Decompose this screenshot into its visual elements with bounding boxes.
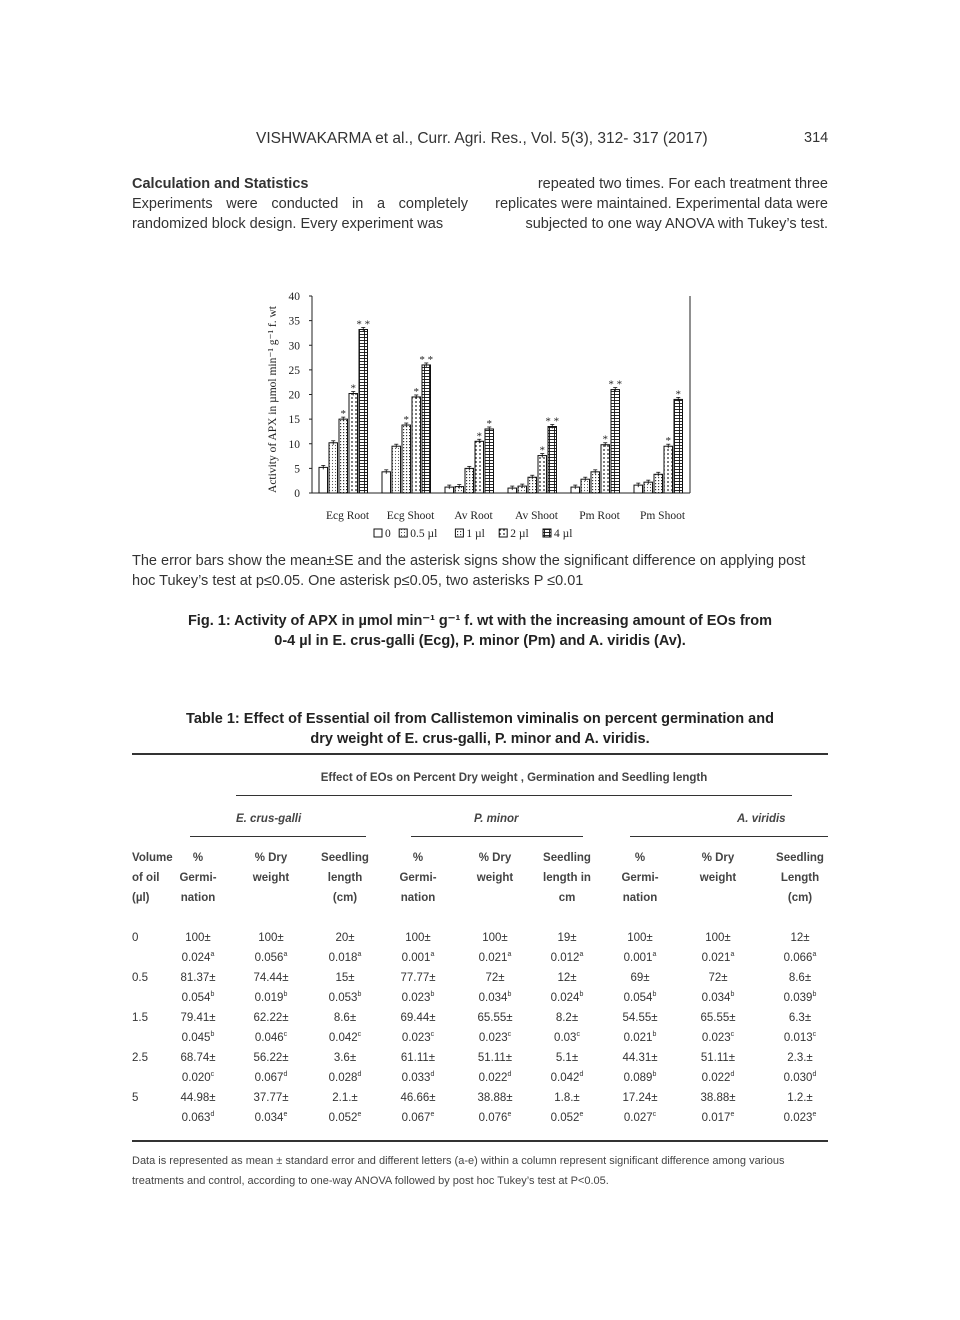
significance-asterisk: *	[539, 444, 545, 457]
se-value: 0.023	[401, 992, 431, 1004]
col-header-cell: Germi-	[399, 872, 437, 884]
col-header-cell: nation	[400, 892, 436, 904]
significance-letter: b	[283, 991, 288, 999]
se-value: 0.023	[478, 1032, 508, 1044]
se-value: 0.063	[181, 1112, 211, 1124]
mean-cell: 100±	[405, 932, 431, 944]
mean-cell: 38.88±	[477, 1092, 513, 1104]
se-value: 0.023	[401, 1032, 431, 1044]
se-value: 0.066	[783, 952, 813, 964]
legend-label: 2 µl	[510, 528, 529, 540]
mean-cell: 100±	[705, 932, 731, 944]
body-paragraph-left: Experiments were conducted in a completely randomized block design. Every experiment was	[132, 196, 468, 232]
mean-cell: 77.77±	[400, 972, 436, 984]
col-header-cell: % Dry	[701, 852, 735, 864]
se-value: 0.019	[254, 992, 284, 1004]
x-category-label: Pm Shoot	[639, 510, 686, 522]
se-value: 0.067	[254, 1072, 284, 1084]
col-header-cell: (µl)	[132, 892, 150, 904]
mean-cell: 61.11±	[400, 1052, 436, 1064]
se-cell	[750, 1072, 850, 1084]
significance-asterisk: * *	[545, 415, 560, 428]
se-value: 0.030	[783, 1072, 813, 1084]
mean-cell: 68.74±	[180, 1052, 216, 1064]
mean-cell: 15±	[335, 972, 355, 984]
y-tick-label: 15	[288, 414, 300, 427]
mean-cell: 8.6±	[788, 972, 812, 984]
y-tick-label: 10	[288, 438, 300, 451]
col-header-cell: Volume	[132, 852, 173, 864]
significance-letter: b	[507, 991, 512, 999]
mean-cell: 12±	[557, 972, 577, 984]
col-header-cell: weight	[252, 872, 290, 884]
significance-letter: b	[812, 991, 817, 999]
y-tick-label: 30	[288, 340, 300, 353]
significance-letter: a	[357, 951, 362, 959]
mean-cell: 19±	[557, 932, 577, 944]
se-cell	[750, 1032, 850, 1044]
se-value: 0.046	[254, 1032, 284, 1044]
species-header-av: A. viridis	[737, 813, 786, 825]
mean-cell: 46.66±	[400, 1092, 436, 1104]
volume-cell: 5	[132, 1092, 139, 1104]
se-value: 0.039	[783, 992, 813, 1004]
significance-asterisk: *	[486, 417, 492, 430]
section-heading: Calculation and Statistics	[132, 176, 309, 192]
significance-letter: b	[652, 1071, 657, 1079]
significance-letter: d	[430, 1071, 435, 1079]
se-cell	[750, 952, 850, 964]
col-header-cell: nation	[622, 892, 658, 904]
mean-cell: 5.1±	[555, 1052, 579, 1064]
significance-letter: d	[812, 1071, 817, 1079]
y-tick-label: 35	[288, 315, 300, 328]
col-header-cell: %	[192, 852, 204, 864]
significance-letter: e	[430, 1111, 435, 1119]
volume-cell: 0.5	[132, 972, 148, 984]
se-value: 0.054	[181, 992, 211, 1004]
mean-cell: 2.3.±	[787, 1052, 813, 1064]
col-header-cell: % Dry	[254, 852, 288, 864]
col-header-cell: (cm)	[332, 892, 358, 904]
mean-cell: 54.55±	[622, 1012, 658, 1024]
y-tick-label: 40	[288, 291, 300, 303]
significance-letter: c	[730, 1031, 735, 1039]
significance-letter: a	[283, 951, 288, 959]
significance-letter: e	[579, 1111, 584, 1119]
figure-note: The error bars show the mean±SE and the asterisk signs show the significant difference on applying post hoc Tukey’s test at p≤0.05. One asterisk p≤0.05, two asterisks P ≤0.01	[132, 553, 806, 589]
col-header-cell: nation	[180, 892, 216, 904]
significance-asterisk: *	[602, 433, 608, 446]
significance-asterisk: * *	[356, 318, 371, 331]
significance-letter: e	[812, 1111, 817, 1119]
significance-letter: a	[430, 951, 435, 959]
significance-letter: a	[507, 951, 512, 959]
se-value: 0.021	[478, 952, 508, 964]
se-value: 0.03	[554, 1032, 577, 1044]
significance-letter: b	[652, 991, 657, 999]
table-caption-line-1: Table 1: Effect of Essential oil from Callistemon viminalis on percent germination and	[186, 711, 774, 727]
species-rule-pm	[411, 836, 583, 837]
col-header-cell: Seedling	[321, 852, 369, 864]
table-top-rule	[132, 753, 828, 755]
mean-cell: 72±	[485, 972, 505, 984]
se-value: 0.022	[478, 1072, 508, 1084]
mean-cell: 100±	[258, 932, 284, 944]
se-value: 0.018	[328, 952, 358, 964]
col-header-cell: Seedling	[543, 852, 591, 864]
significance-asterisk: *	[413, 385, 419, 398]
significance-letter: b	[652, 1031, 657, 1039]
mean-cell: 74.44±	[253, 972, 289, 984]
body-paragraph-right: repeated two times. For each treatment three replicates were maintained. Experimental data were subjected to one way ANOVA with Tukey’s test.	[495, 176, 828, 232]
mean-cell: 65.55±	[477, 1012, 513, 1024]
col-header-cell: (cm)	[787, 892, 813, 904]
se-value: 0.021	[701, 952, 731, 964]
y-tick-label: 20	[288, 389, 300, 402]
col-header-cell: cm	[558, 892, 576, 904]
significance-letter: e	[283, 1111, 288, 1119]
col-header-cell: length in	[543, 872, 591, 884]
se-value: 0.028	[328, 1072, 358, 1084]
legend-label: 0	[385, 528, 391, 540]
se-value: 0.034	[254, 1112, 284, 1124]
mean-cell: 1.2.±	[787, 1092, 813, 1104]
mean-cell: 1.8.±	[554, 1092, 580, 1104]
significance-letter: d	[730, 1071, 735, 1079]
spanning-rule	[236, 795, 792, 796]
se-value: 0.067	[401, 1112, 431, 1124]
se-value: 0.021	[623, 1032, 653, 1044]
significance-asterisk: *	[476, 430, 482, 443]
significance-asterisk: *	[340, 408, 346, 421]
col-header-cell: weight	[699, 872, 737, 884]
se-value: 0.022	[701, 1072, 731, 1084]
mean-cell: 17.24±	[622, 1092, 658, 1104]
significance-letter: c	[507, 1031, 512, 1039]
se-value: 0.033	[401, 1072, 431, 1084]
significance-letter: a	[210, 951, 215, 959]
mean-cell: 69.44±	[400, 1012, 436, 1024]
col-header-cell: length	[327, 872, 363, 884]
legend-label: 1 µl	[466, 528, 485, 540]
significance-letter: e	[357, 1111, 362, 1119]
significance-asterisk: * *	[608, 378, 623, 391]
se-value: 0.017	[701, 1112, 731, 1124]
volume-cell: 0	[132, 932, 139, 944]
mean-cell: 79.41±	[180, 1012, 216, 1024]
se-value: 0.001	[401, 952, 431, 964]
se-value: 0.024	[181, 952, 211, 964]
significance-letter: d	[283, 1071, 288, 1079]
significance-asterisk: *	[675, 388, 681, 401]
running-head: VISHWAKARMA et al., Curr. Agri. Res., Vol. 5(3), 312- 317 (2017)	[256, 130, 708, 147]
se-value: 0.052	[328, 1112, 358, 1124]
se-value: 0.052	[550, 1112, 580, 1124]
species-rule-av	[630, 836, 828, 837]
significance-letter: c	[652, 1111, 657, 1119]
species-header-ecg: E. crus-galli	[236, 813, 302, 825]
mean-cell: 44.98±	[180, 1092, 216, 1104]
volume-cell: 2.5	[132, 1052, 148, 1064]
significance-letter: b	[579, 991, 584, 999]
significance-letter: b	[357, 991, 362, 999]
mean-cell: 51.11±	[700, 1052, 736, 1064]
mean-cell: 65.55±	[700, 1012, 736, 1024]
spanning-header: Effect of EOs on Percent Dry weight , Germination and Seedling length	[320, 772, 708, 784]
significance-asterisk: *	[403, 414, 409, 427]
x-category-label: Ecg Shoot	[386, 510, 435, 522]
se-value: 0.053	[328, 992, 358, 1004]
se-value: 0.020	[181, 1072, 211, 1084]
x-category-label: Pm Root	[579, 510, 620, 522]
significance-letter: b	[730, 991, 735, 999]
se-cell	[750, 992, 850, 1004]
significance-letter: e	[730, 1111, 735, 1119]
y-tick-label: 0	[294, 488, 300, 500]
col-header-cell: Length	[780, 872, 820, 884]
col-header-cell: %	[634, 852, 646, 864]
significance-letter: c	[283, 1031, 288, 1039]
y-axis-label: Activity of APX in µmol min⁻¹ g⁻¹ f. wt	[267, 306, 279, 493]
mean-cell: 3.6±	[333, 1052, 357, 1064]
species-header-pm: P. minor	[474, 813, 519, 825]
significance-asterisk: *	[350, 382, 356, 395]
mean-cell: 44.31±	[622, 1052, 658, 1064]
significance-letter: c	[812, 1031, 817, 1039]
x-category-label: Av Root	[454, 510, 493, 522]
se-value: 0.042	[328, 1032, 358, 1044]
mean-cell: 6.3±	[788, 1012, 812, 1024]
significance-letter: a	[652, 951, 657, 959]
se-value: 0.034	[478, 992, 508, 1004]
significance-letter: d	[210, 1111, 215, 1119]
table-caption-line-2: dry weight of E. crus-galli, P. minor and A. viridis.	[310, 731, 650, 747]
mean-cell: 20±	[335, 932, 355, 944]
significance-letter: b	[210, 1031, 215, 1039]
se-value: 0.042	[550, 1072, 580, 1084]
significance-letter: b	[210, 991, 215, 999]
mean-cell: 100±	[482, 932, 508, 944]
col-header-cell: % Dry	[478, 852, 512, 864]
significance-letter: c	[576, 1031, 580, 1039]
se-cell	[750, 1112, 850, 1124]
significance-letter: b	[430, 991, 435, 999]
significance-asterisk: * *	[419, 353, 434, 366]
significance-letter: a	[579, 951, 584, 959]
mean-cell: 56.22±	[253, 1052, 289, 1064]
significance-letter: d	[579, 1071, 584, 1079]
x-category-label: Ecg Root	[325, 510, 370, 522]
table-footnote: Data is represented as mean ± standard error and different letters (a-e) within a column represent significant difference among various treatments and control, according to one-way ANOVA followed by post hoc Tukey’s test at P<0.05.	[132, 1155, 785, 1187]
mean-cell: 69±	[630, 972, 650, 984]
se-value: 0.034	[701, 992, 731, 1004]
mean-cell: 37.77±	[253, 1092, 289, 1104]
se-value: 0.013	[783, 1032, 813, 1044]
mean-cell: 8.2±	[555, 1012, 579, 1024]
y-tick-label: 5	[294, 463, 300, 476]
significance-letter: e	[507, 1111, 512, 1119]
mean-cell: 51.11±	[477, 1052, 513, 1064]
legend-label: 0.5 µl	[410, 528, 438, 540]
significance-letter: d	[507, 1071, 512, 1079]
x-category-label: Av Shoot	[515, 510, 558, 522]
col-header-cell: weight	[476, 872, 514, 884]
col-header-cell: Germi-	[179, 872, 217, 884]
y-tick-label: 25	[288, 364, 300, 377]
mean-cell: 2.1.±	[332, 1092, 358, 1104]
mean-cell: 72±	[708, 972, 728, 984]
se-value: 0.012	[550, 952, 580, 964]
col-header-cell: of oil	[132, 872, 160, 884]
significance-letter: c	[357, 1031, 362, 1039]
mean-cell: 12±	[790, 932, 810, 944]
significance-letter: d	[357, 1071, 362, 1079]
se-value: 0.045	[181, 1032, 211, 1044]
figure-caption-line-1: Fig. 1: Activity of APX in µmol min⁻¹ g⁻¹ f. wt with the increasing amount of EOs from	[187, 613, 773, 629]
col-header-cell: %	[412, 852, 424, 864]
significance-letter: a	[812, 951, 817, 959]
species-rule-ecg	[190, 836, 366, 837]
se-value: 0.001	[623, 952, 653, 964]
se-value: 0.089	[623, 1072, 653, 1084]
mean-cell: 62.22±	[253, 1012, 289, 1024]
se-value: 0.027	[623, 1112, 653, 1124]
table-bottom-rule	[132, 1140, 828, 1142]
col-header-cell: Germi-	[621, 872, 659, 884]
significance-letter: c	[210, 1071, 215, 1079]
significance-letter: c	[430, 1031, 435, 1039]
col-header-cell: Seedling	[776, 852, 824, 864]
se-value: 0.023	[701, 1032, 731, 1044]
se-value: 0.076	[478, 1112, 508, 1124]
legend-label: 4 µl	[554, 528, 573, 540]
significance-letter: a	[730, 951, 735, 959]
mean-cell: 8.6±	[333, 1012, 357, 1024]
mean-cell: 100±	[185, 932, 211, 944]
page-number: 314	[804, 130, 829, 146]
significance-asterisk: *	[665, 435, 671, 448]
se-value: 0.023	[783, 1112, 813, 1124]
volume-cell: 1.5	[132, 1012, 148, 1024]
mean-cell: 100±	[627, 932, 653, 944]
mean-cell: 81.37±	[180, 972, 216, 984]
figure-caption-line-2: 0-4 µl in E. crus-galli (Ecg), P. minor (Pm) and A. viridis (Av).	[274, 633, 686, 649]
se-value: 0.024	[550, 992, 580, 1004]
se-value: 0.054	[623, 992, 653, 1004]
mean-cell: 38.88±	[700, 1092, 736, 1104]
se-value: 0.056	[254, 952, 284, 964]
